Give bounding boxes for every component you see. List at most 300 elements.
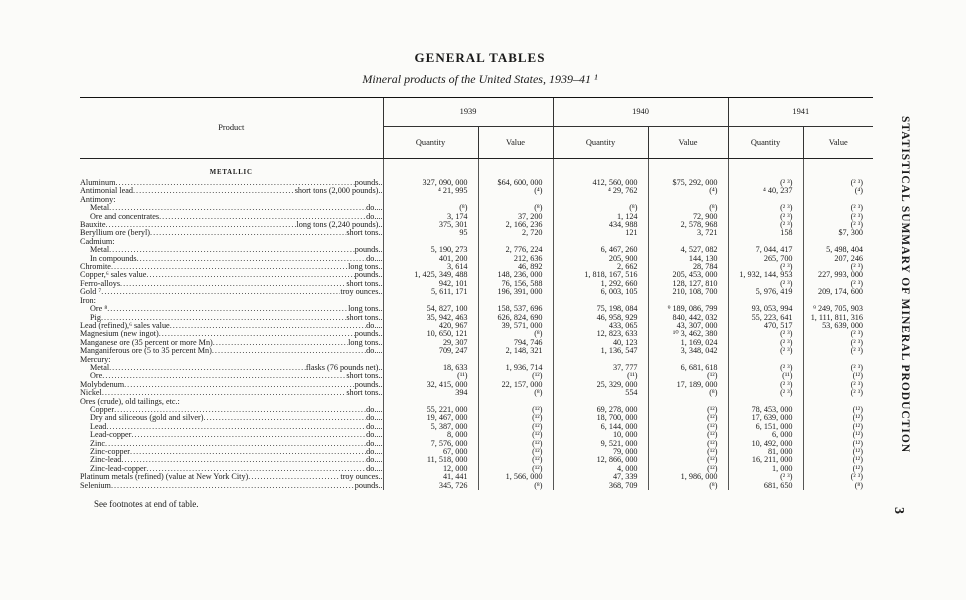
value-1941-cell: $7, 300 xyxy=(803,229,873,237)
product-name: Metal xyxy=(90,246,110,255)
product-unit: pounds.. xyxy=(354,246,383,255)
product-name: Ore xyxy=(90,372,103,381)
mineral-products-table xyxy=(80,97,873,490)
product-name: Platinum metals (refined) (value at New York City) xyxy=(80,473,249,482)
value-1939-cell: (¹²) xyxy=(478,456,553,464)
product-name: Cadmium: xyxy=(80,237,115,246)
leader-dots xyxy=(107,305,348,313)
value-1940-cell: (⁴) xyxy=(648,187,728,195)
table-row xyxy=(80,423,873,431)
value-1940-cell: (¹²) xyxy=(648,431,728,439)
value-1941-cell: (¹²) xyxy=(803,423,873,431)
table-row xyxy=(80,221,873,229)
leader-dots xyxy=(111,263,348,271)
footnote-reference: See footnotes at end of table. xyxy=(94,499,199,509)
value-1941-cell: (² ³) xyxy=(803,179,873,187)
value-1939-cell: (¹²) xyxy=(478,448,553,456)
product-unit: pounds.. xyxy=(354,481,383,490)
value-1940-cell: 6, 681, 618 xyxy=(648,364,728,372)
leader-dots xyxy=(105,221,296,229)
leader-dots xyxy=(133,187,295,195)
value-1941-cell: (¹²) xyxy=(803,440,873,448)
table-row xyxy=(80,414,873,422)
value-1940-cell: 205, 453, 000 xyxy=(648,271,728,279)
quantity-1941-cell: ⁴ 40, 237 xyxy=(728,187,803,195)
value-1941-cell: (² ³) xyxy=(803,389,873,397)
value-1939-cell: (¹²) xyxy=(478,372,553,380)
product-unit: short tons.. xyxy=(346,313,383,322)
value-1941-cell: ⁹ 249, 705, 903 xyxy=(803,305,873,313)
quantity-1939-cell: 12, 000 xyxy=(383,465,478,473)
quantity-1939-cell: 54, 827, 100 xyxy=(383,305,478,313)
quantity-1941-cell: 7, 044, 417 xyxy=(728,246,803,254)
product-name: Ore and concentrates xyxy=(90,212,160,221)
product-unit: do.... xyxy=(366,414,383,423)
product-name: Selenium xyxy=(80,481,111,490)
quantity-1941-cell xyxy=(728,196,803,204)
quantity-1941-cell: 78, 453, 000 xyxy=(728,406,803,414)
leader-dots xyxy=(159,213,366,221)
value-1941-cell: 207, 246 xyxy=(803,255,873,263)
product-unit: short tons.. xyxy=(346,279,383,288)
value-1940-cell: (⁸) xyxy=(648,204,728,212)
quantity-1940-cell: 75, 198, 084 xyxy=(553,305,648,313)
value-1940-cell: 43, 307, 000 xyxy=(648,322,728,330)
value-1939-cell: 212, 636 xyxy=(478,255,553,263)
value-1941-cell: 209, 174, 600 xyxy=(803,288,873,296)
product-name: Bauxite xyxy=(80,221,106,230)
value-1939-cell: 1, 566, 000 xyxy=(478,473,553,481)
column-header-value: Value xyxy=(648,127,728,159)
product-name: Antimonial lead xyxy=(80,187,133,196)
quantity-1940-cell: 1, 124 xyxy=(553,213,648,221)
product-unit: short tons.. xyxy=(346,389,383,398)
value-1939-cell: 794, 746 xyxy=(478,339,553,347)
quantity-1939-cell xyxy=(383,398,478,406)
quantity-1941-cell: 5, 976, 419 xyxy=(728,288,803,296)
quantity-1941-cell: (² ³) xyxy=(728,263,803,271)
quantity-1939-cell: 3, 174 xyxy=(383,213,478,221)
page-number: 3 xyxy=(891,507,906,514)
value-1941-cell: (¹²) xyxy=(803,448,873,456)
value-1940-cell: 840, 442, 032 xyxy=(648,314,728,322)
table-row xyxy=(80,297,873,305)
product-name: Pig xyxy=(90,313,101,322)
product-name: Lead-copper xyxy=(90,431,132,440)
product-unit: troy ounces.. xyxy=(340,288,383,297)
quantity-1939-cell: 8, 000 xyxy=(383,431,478,439)
product-unit: flasks (76 pounds net).. xyxy=(305,363,383,372)
quantity-1939-cell: 18, 633 xyxy=(383,364,478,372)
product-name: Antimony: xyxy=(80,195,116,204)
value-1940-cell: 210, 108, 700 xyxy=(648,288,728,296)
value-1941-cell xyxy=(803,356,873,364)
value-1940-cell: 3, 721 xyxy=(648,229,728,237)
quantity-1940-cell xyxy=(553,356,648,364)
table-row xyxy=(80,347,873,355)
quantity-1941-cell: 17, 639, 000 xyxy=(728,414,803,422)
leader-dots xyxy=(248,473,340,481)
value-1940-cell: 1, 986, 000 xyxy=(648,473,728,481)
product-name: Ferro-alloys xyxy=(80,279,121,288)
quantity-1940-cell: 368, 709 xyxy=(553,482,648,490)
value-1939-cell xyxy=(478,356,553,364)
table-row xyxy=(80,322,873,330)
product-name: Copper xyxy=(90,405,115,414)
value-1939-cell xyxy=(478,196,553,204)
product-name: Ore ⁸ xyxy=(90,305,108,314)
value-1940-cell: (⁸) xyxy=(648,389,728,397)
leader-dots xyxy=(170,322,366,330)
value-1940-cell xyxy=(648,398,728,406)
quantity-1940-cell: (⁸) xyxy=(553,204,648,212)
product-name: Magnesium (new ingot) xyxy=(80,330,159,339)
value-1940-cell: 128, 127, 810 xyxy=(648,280,728,288)
product-unit: pounds.. xyxy=(354,380,383,389)
leader-dots xyxy=(150,229,346,237)
quantity-1940-cell: 434, 988 xyxy=(553,221,648,229)
product-unit: pounds.. xyxy=(354,271,383,280)
value-1941-cell: (² ³) xyxy=(803,330,873,338)
quantity-1940-cell xyxy=(553,196,648,204)
value-1940-cell: (¹²) xyxy=(648,414,728,422)
leader-dots xyxy=(159,330,355,338)
leader-dots xyxy=(102,372,346,380)
value-1939-cell: 626, 824, 690 xyxy=(478,314,553,322)
product-unit: pounds.. xyxy=(354,179,383,187)
table-row xyxy=(80,456,873,464)
quantity-1941-cell: (² ³) xyxy=(728,221,803,229)
leader-dots xyxy=(109,204,366,212)
value-1940-cell: 2, 578, 968 xyxy=(648,221,728,229)
value-1940-cell xyxy=(648,356,728,364)
quantity-1941-cell: 93, 053, 994 xyxy=(728,305,803,313)
table-row xyxy=(80,305,873,313)
quantity-1939-cell: 709, 247 xyxy=(383,347,478,355)
table-caption: Mineral products of the United States, 1939–41 ¹ xyxy=(362,72,598,86)
product-name: Iron: xyxy=(80,296,96,305)
product-unit: do.... xyxy=(366,204,383,213)
table-row xyxy=(80,179,873,187)
table-row xyxy=(80,255,873,263)
quantity-1939-cell: 32, 415, 000 xyxy=(383,381,478,389)
value-1939-cell xyxy=(478,398,553,406)
value-1940-cell: ⁹ 189, 086, 799 xyxy=(648,305,728,313)
quantity-1941-cell xyxy=(728,356,803,364)
quantity-1940-cell: 47, 339 xyxy=(553,473,648,481)
value-1939-cell: 46, 892 xyxy=(478,263,553,271)
quantity-1941-cell: (² ³) xyxy=(728,330,803,338)
section-heading: METALLIC xyxy=(209,168,253,176)
value-1941-cell xyxy=(803,196,873,204)
quantity-1939-cell: 3, 614 xyxy=(383,263,478,271)
value-1939-cell: (¹²) xyxy=(478,440,553,448)
quantity-1940-cell: 69, 278, 000 xyxy=(553,406,648,414)
value-1940-cell: (⁸) xyxy=(648,482,728,490)
value-1940-cell: 72, 900 xyxy=(648,213,728,221)
product-name: Zinc-lead-copper xyxy=(90,464,147,473)
year-header-1941: 1941 xyxy=(728,98,873,127)
value-1941-cell: (² ³) xyxy=(803,473,873,481)
quantity-1939-cell: 35, 942, 463 xyxy=(383,314,478,322)
value-1939-cell: (¹²) xyxy=(478,431,553,439)
table-row xyxy=(80,398,873,406)
column-header-value: Value xyxy=(478,127,553,159)
product-name: Metal xyxy=(90,363,110,372)
quantity-1941-cell: 265, 700 xyxy=(728,255,803,263)
value-1940-cell: 28, 784 xyxy=(648,263,728,271)
quantity-1939-cell: 1, 425, 349, 488 xyxy=(383,271,478,279)
product-unit: short tons.. xyxy=(346,372,383,381)
value-1940-cell: 4, 527, 082 xyxy=(648,246,728,254)
value-1940-cell: 1, 169, 024 xyxy=(648,339,728,347)
quantity-1939-cell: 7, 576, 000 xyxy=(383,440,478,448)
product-unit: do.... xyxy=(366,321,383,330)
value-1939-cell: 2, 166, 236 xyxy=(478,221,553,229)
quantity-1941-cell: (² ³) xyxy=(728,204,803,212)
quantity-1941-cell: 470, 517 xyxy=(728,322,803,330)
leader-dots xyxy=(106,423,366,431)
value-1941-cell: (² ³) xyxy=(803,347,873,355)
value-1939-cell: 2, 720 xyxy=(478,229,553,237)
quantity-1941-cell: (² ³) xyxy=(728,381,803,389)
quantity-1940-cell: 433, 065 xyxy=(553,322,648,330)
value-1941-cell: (¹²) xyxy=(803,456,873,464)
leader-dots xyxy=(105,440,366,448)
value-1940-cell: 144, 130 xyxy=(648,255,728,263)
quantity-1941-cell: (² ³) xyxy=(728,473,803,481)
leader-dots xyxy=(146,465,366,473)
leader-dots xyxy=(109,364,306,372)
quantity-1939-cell: 5, 611, 171 xyxy=(383,288,478,296)
value-1940-cell: (¹²) xyxy=(648,465,728,473)
value-1941-cell: (⁸) xyxy=(803,482,873,490)
value-1941-cell xyxy=(803,398,873,406)
quantity-1939-cell xyxy=(383,238,478,246)
value-1941-cell: (¹²) xyxy=(803,431,873,439)
quantity-1939-cell: 41, 441 xyxy=(383,473,478,481)
quantity-1941-cell: (² ³) xyxy=(728,213,803,221)
quantity-1939-cell: (¹¹) xyxy=(383,372,478,380)
table-row xyxy=(80,213,873,221)
value-1941-cell: (² ³) xyxy=(803,381,873,389)
leader-dots xyxy=(130,448,366,456)
value-1939-cell: 196, 391, 000 xyxy=(478,288,553,296)
quantity-1940-cell xyxy=(553,398,648,406)
page-title: GENERAL TABLES xyxy=(414,50,546,65)
value-1940-cell: $75, 292, 000 xyxy=(648,179,728,187)
value-1939-cell xyxy=(478,238,553,246)
year-header-1939: 1939 xyxy=(383,98,553,127)
value-1939-cell: 1, 936, 714 xyxy=(478,364,553,372)
product-unit: do.... xyxy=(366,405,383,414)
table-row xyxy=(80,364,873,372)
table-row xyxy=(80,246,873,254)
value-1939-cell: (⁸) xyxy=(478,330,553,338)
leader-dots xyxy=(121,456,366,464)
quantity-1940-cell: 2, 662 xyxy=(553,263,648,271)
value-1941-cell: 1, 111, 811, 316 xyxy=(803,314,873,322)
quantity-1941-cell: (¹¹) xyxy=(728,372,803,380)
value-1940-cell: 3, 348, 042 xyxy=(648,347,728,355)
leader-dots xyxy=(131,431,366,439)
product-unit: short tons.. xyxy=(346,229,383,238)
quantity-1940-cell: 12, 866, 000 xyxy=(553,456,648,464)
quantity-1940-cell xyxy=(553,238,648,246)
quantity-1941-cell: (² ³) xyxy=(728,389,803,397)
leader-dots xyxy=(111,482,355,490)
product-unit: long tons (2,240 pounds).. xyxy=(296,221,383,230)
value-1941-cell: (² ³) xyxy=(803,339,873,347)
product-unit: do.... xyxy=(366,464,383,473)
value-1941-cell: (¹²) xyxy=(803,414,873,422)
product-name: Copper,⁶ sales value xyxy=(80,271,147,280)
value-1941-cell xyxy=(803,297,873,305)
product-unit: do.... xyxy=(366,448,383,456)
leader-dots xyxy=(146,271,354,279)
value-1939-cell: (¹²) xyxy=(478,406,553,414)
value-1941-cell: 5, 498, 404 xyxy=(803,246,873,254)
quantity-1940-cell: 37, 777 xyxy=(553,364,648,372)
value-1939-cell: (¹²) xyxy=(478,465,553,473)
table-row xyxy=(80,431,873,439)
quantity-1939-cell xyxy=(383,356,478,364)
quantity-1940-cell: 554 xyxy=(553,389,648,397)
value-1939-cell: (¹²) xyxy=(478,423,553,431)
quantity-1940-cell: 4, 000 xyxy=(553,465,648,473)
table-row xyxy=(80,381,873,389)
quantity-1940-cell: 121 xyxy=(553,229,648,237)
leader-dots xyxy=(101,314,346,322)
value-1941-cell: (¹²) xyxy=(803,465,873,473)
table-row xyxy=(80,448,873,456)
leader-dots xyxy=(213,339,348,347)
table-row xyxy=(80,314,873,322)
value-1939-cell: 148, 236, 000 xyxy=(478,271,553,279)
product-name: Manganiferous ore (5 to 35 percent Mn) xyxy=(80,347,212,356)
quantity-1939-cell: 11, 518, 000 xyxy=(383,456,478,464)
product-unit: do.... xyxy=(366,456,383,465)
quantity-1940-cell: 205, 900 xyxy=(553,255,648,263)
value-1939-cell xyxy=(478,297,553,305)
table-row xyxy=(80,263,873,271)
quantity-1940-cell: 9, 521, 000 xyxy=(553,440,648,448)
quantity-1939-cell: (⁸) xyxy=(383,204,478,212)
product-name: Lead xyxy=(90,422,107,431)
product-name: Metal xyxy=(90,204,110,213)
leader-dots xyxy=(109,246,355,254)
column-header-quantity: Quantity xyxy=(383,127,478,159)
value-1939-cell: 22, 157, 000 xyxy=(478,381,553,389)
value-1939-cell: (¹²) xyxy=(478,414,553,422)
value-1940-cell: (¹²) xyxy=(648,440,728,448)
table-row xyxy=(80,204,873,212)
value-1939-cell: 37, 200 xyxy=(478,213,553,221)
quantity-1940-cell: 18, 700, 000 xyxy=(553,414,648,422)
quantity-1941-cell: 1, 932, 144, 953 xyxy=(728,271,803,279)
value-1941-cell: 227, 993, 000 xyxy=(803,271,873,279)
value-1941-cell xyxy=(803,238,873,246)
table-row xyxy=(80,465,873,473)
value-1941-cell: (² ³) xyxy=(803,204,873,212)
value-1939-cell: 2, 148, 321 xyxy=(478,347,553,355)
product-name: Zinc-copper xyxy=(90,448,131,456)
quantity-1941-cell: (² ³) xyxy=(728,280,803,288)
value-1940-cell: (¹²) xyxy=(648,456,728,464)
value-1939-cell: (⁸) xyxy=(478,482,553,490)
quantity-1940-cell: 12, 823, 633 xyxy=(553,330,648,338)
quantity-1941-cell: (² ³) xyxy=(728,179,803,187)
value-1940-cell: (¹²) xyxy=(648,448,728,456)
product-name: Ores (crude), old tailings, etc.: xyxy=(80,397,180,406)
table-row xyxy=(80,440,873,448)
product-name: Zinc xyxy=(90,439,106,448)
quantity-1939-cell: 55, 221, 000 xyxy=(383,406,478,414)
product-name: Gold ⁷ xyxy=(80,288,102,297)
product-unit: do.... xyxy=(366,431,383,440)
leader-dots xyxy=(120,280,346,288)
value-1939-cell: 2, 776, 224 xyxy=(478,246,553,254)
product-name: Manganese ore (35 percent or more Mn) xyxy=(80,338,213,347)
quantity-1939-cell: 10, 650, 121 xyxy=(383,330,478,338)
product-unit: pounds.. xyxy=(354,330,383,339)
quantity-1941-cell: 81, 000 xyxy=(728,448,803,456)
quantity-1939-cell: 942, 101 xyxy=(383,280,478,288)
value-1940-cell: 17, 189, 000 xyxy=(648,381,728,389)
product-name: Molybdenum xyxy=(80,380,125,389)
quantity-1940-cell: 25, 329, 000 xyxy=(553,381,648,389)
value-1941-cell: (² ³) xyxy=(803,263,873,271)
value-1939-cell: (⁸) xyxy=(478,204,553,212)
product-unit: short tons (2,000 pounds).. xyxy=(294,187,383,196)
table-row xyxy=(80,473,873,481)
product-name: Mercury: xyxy=(80,355,111,364)
quantity-1941-cell xyxy=(728,297,803,305)
quantity-1939-cell: 420, 967 xyxy=(383,322,478,330)
quantity-1941-cell: 1, 000 xyxy=(728,465,803,473)
running-header: STATISTICAL SUMMARY OF MINERAL PRODUCTION xyxy=(899,116,911,454)
product-unit: long tons.. xyxy=(348,338,383,347)
product-name: Dry and siliceous (gold and silver) xyxy=(90,414,204,423)
table-row xyxy=(80,372,873,380)
leader-dots xyxy=(124,381,355,389)
quantity-1941-cell: 6, 151, 000 xyxy=(728,423,803,431)
quantity-1940-cell: 6, 144, 000 xyxy=(553,423,648,431)
product-name: Lead (refined),⁶ sales value xyxy=(80,321,170,330)
table-row xyxy=(80,196,873,204)
value-1939-cell: 76, 156, 588 xyxy=(478,280,553,288)
value-1940-cell: (¹²) xyxy=(648,406,728,414)
quantity-1940-cell: 10, 000 xyxy=(553,431,648,439)
quantity-1939-cell: 394 xyxy=(383,389,478,397)
value-1941-cell: (² ³) xyxy=(803,280,873,288)
leader-dots xyxy=(115,179,354,187)
table-row xyxy=(80,271,873,279)
table-row xyxy=(80,389,873,397)
quantity-1939-cell: 5, 387, 000 xyxy=(383,423,478,431)
value-1939-cell: (⁸) xyxy=(478,389,553,397)
quantity-1939-cell: 29, 307 xyxy=(383,339,478,347)
product-unit: long tons.. xyxy=(348,305,383,314)
quantity-1939-cell xyxy=(383,297,478,305)
leader-dots xyxy=(102,389,347,397)
product-name: Chromite xyxy=(80,263,111,272)
quantity-1940-cell: (¹¹) xyxy=(553,372,648,380)
product-unit: do.... xyxy=(366,439,383,448)
product-unit: do.... xyxy=(366,212,383,221)
value-1941-cell: 53, 639, 000 xyxy=(803,322,873,330)
value-1940-cell: (¹²) xyxy=(648,423,728,431)
